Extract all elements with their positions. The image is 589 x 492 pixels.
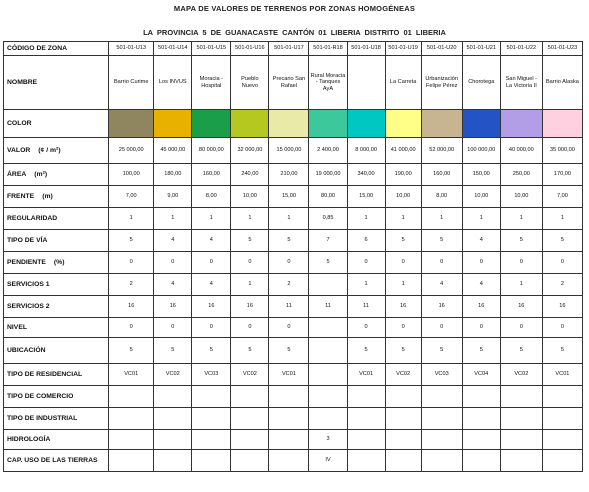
table-cell: 4 — [421, 274, 462, 296]
table-cell: 1 — [109, 208, 154, 230]
row-label-text: CÓDIGO DE ZONA — [7, 44, 68, 52]
row-label-text: FRENTE — [7, 192, 35, 200]
table-cell — [385, 408, 421, 430]
table-cell: 0 — [109, 318, 154, 338]
table-row — [4, 318, 583, 338]
table-cell: 16 — [231, 296, 269, 318]
table-cell — [542, 386, 582, 408]
table-cell: 25 000,00 — [109, 138, 154, 164]
table-cell — [109, 450, 154, 472]
color-swatch-fill — [269, 110, 308, 137]
table-cell: 3 — [309, 430, 347, 450]
table-cell: 16 — [385, 296, 421, 318]
table-cell — [309, 338, 347, 364]
table-cell: San Miguel - La Victoria II — [500, 56, 542, 110]
table-cell: 52 000,00 — [421, 138, 462, 164]
table-cell: 5 — [109, 338, 154, 364]
table-cell: 5 — [269, 338, 309, 364]
row-label — [4, 274, 109, 296]
table-cell: 501-01-U19 — [385, 42, 421, 56]
table-cell: 80,00 — [309, 186, 347, 208]
table-row — [4, 364, 583, 386]
table-cell — [347, 386, 385, 408]
table-cell — [231, 450, 269, 472]
row-label — [4, 338, 109, 364]
table-cell: 1 — [421, 208, 462, 230]
table-cell: 180,00 — [154, 164, 192, 186]
row-label-text: TIPO DE RESIDENCIAL — [7, 370, 83, 378]
table-cell — [109, 430, 154, 450]
table-cell — [421, 386, 462, 408]
table-cell: VC03 — [421, 364, 462, 386]
table-cell: 1 — [500, 274, 542, 296]
color-swatch-fill — [422, 110, 462, 137]
table-cell — [269, 450, 309, 472]
table-cell — [309, 318, 347, 338]
zones-table — [3, 41, 583, 472]
table-cell: 40 000,00 — [500, 138, 542, 164]
table-cell: 340,00 — [347, 164, 385, 186]
table-cell: 16 — [462, 296, 500, 318]
table-cell: Precario San Rafael — [269, 56, 309, 110]
row-label — [4, 386, 109, 408]
table-cell: 5 — [500, 338, 542, 364]
table-cell — [109, 408, 154, 430]
table-cell: 160,00 — [421, 164, 462, 186]
table-cell: Chorotega — [462, 56, 500, 110]
table-row — [4, 208, 583, 230]
table-cell: 16 — [500, 296, 542, 318]
table-cell: 501-01-U14 — [154, 42, 192, 56]
table-cell — [154, 430, 192, 450]
row-label — [4, 450, 109, 472]
row-label — [4, 430, 109, 450]
table-cell: 1 — [192, 208, 231, 230]
table-cell: 45 000,00 — [154, 138, 192, 164]
table-cell — [542, 450, 582, 472]
table-cell: 5 — [421, 338, 462, 364]
table-cell — [421, 430, 462, 450]
table-cell: 1 — [347, 208, 385, 230]
row-label — [4, 208, 109, 230]
table-cell: 1 — [231, 274, 269, 296]
table-cell: 8 000,00 — [347, 138, 385, 164]
row-label — [4, 164, 109, 186]
row-label — [4, 56, 109, 110]
table-cell: VC02 — [385, 364, 421, 386]
color-swatch — [462, 110, 500, 138]
table-cell: 501-01-U18 — [347, 42, 385, 56]
table-cell: 0 — [154, 252, 192, 274]
color-swatch — [192, 110, 231, 138]
table-cell — [269, 430, 309, 450]
table-cell: 16 — [421, 296, 462, 318]
table-cell: 5 — [385, 338, 421, 364]
color-swatch — [347, 110, 385, 138]
table-cell: 0 — [542, 318, 582, 338]
table-cell — [462, 386, 500, 408]
table-cell: 10,00 — [385, 186, 421, 208]
table-cell: 4 — [154, 230, 192, 252]
table-cell — [309, 408, 347, 430]
table-cell: 501-01-U17 — [269, 42, 309, 56]
table-cell: VC02 — [500, 364, 542, 386]
table-cell: 10,00 — [500, 186, 542, 208]
row-unit: (m²) — [34, 170, 48, 178]
table-cell — [192, 386, 231, 408]
color-swatch-fill — [386, 110, 421, 137]
table-cell: 11 — [309, 296, 347, 318]
table-cell: 8,00 — [192, 186, 231, 208]
row-label-text: HIDROLOGÍA — [7, 435, 51, 443]
table-cell — [309, 386, 347, 408]
row-label — [4, 230, 109, 252]
table-cell: 501-01-U20 — [421, 42, 462, 56]
table-cell: 0 — [269, 252, 309, 274]
table-cell: 1 — [154, 208, 192, 230]
table-cell: Los INVUS — [154, 56, 192, 110]
row-label-text: CAP. USO DE LAS TIERRAS — [7, 456, 98, 464]
color-swatch-fill — [543, 110, 582, 137]
table-row — [4, 274, 583, 296]
table-cell — [385, 430, 421, 450]
row-label — [4, 42, 109, 56]
document-title: MAPA DE VALORES DE TERRENOS POR ZONAS HOMOGÉNEAS — [173, 4, 416, 13]
color-swatch — [231, 110, 269, 138]
table-cell: 170,00 — [542, 164, 582, 186]
table-cell — [385, 450, 421, 472]
table-cell: 5 — [231, 230, 269, 252]
color-swatch — [542, 110, 582, 138]
row-label-text: TIPO DE VÍA — [7, 236, 48, 244]
table-cell: Moracia - Hospital — [192, 56, 231, 110]
table-cell: 5 — [269, 230, 309, 252]
table-cell — [347, 430, 385, 450]
row-label — [4, 252, 109, 274]
table-row — [4, 386, 583, 408]
table-cell: 16 — [154, 296, 192, 318]
table-cell — [421, 450, 462, 472]
table-cell: 0 — [462, 252, 500, 274]
color-swatch — [500, 110, 542, 138]
table-cell: 0 — [109, 252, 154, 274]
table-cell: 7 — [309, 230, 347, 252]
table-cell: 1 — [500, 208, 542, 230]
table-cell: 5 — [500, 230, 542, 252]
table-cell: 16 — [109, 296, 154, 318]
row-label-text: VALOR — [7, 146, 31, 154]
table-cell: 0 — [154, 318, 192, 338]
table-row — [4, 186, 583, 208]
row-label — [4, 408, 109, 430]
color-swatch — [309, 110, 347, 138]
table-cell: 0,85 — [309, 208, 347, 230]
table-cell: 11 — [347, 296, 385, 318]
table-cell: 0 — [500, 252, 542, 274]
table-cell: Barrio Curime — [109, 56, 154, 110]
row-label — [4, 186, 109, 208]
table-cell: 2 400,00 — [309, 138, 347, 164]
table-cell — [500, 386, 542, 408]
table-cell: 2 — [109, 274, 154, 296]
table-cell: 100 000,00 — [462, 138, 500, 164]
table-cell — [309, 364, 347, 386]
table-cell: 16 — [542, 296, 582, 318]
table-cell: VC01 — [347, 364, 385, 386]
table-row — [4, 408, 583, 430]
table-cell: 5 — [192, 338, 231, 364]
table-row — [4, 164, 583, 186]
table-cell — [500, 450, 542, 472]
row-label — [4, 138, 109, 164]
table-cell: 7,00 — [109, 186, 154, 208]
table-cell: 0 — [192, 252, 231, 274]
table-cell: 1 — [462, 208, 500, 230]
table-cell: 190,00 — [385, 164, 421, 186]
table-cell: 501-01-U13 — [109, 42, 154, 56]
row-label-text: UBICACIÓN — [7, 346, 46, 354]
table-cell: 501-01-U21 — [462, 42, 500, 56]
table-cell: Rural Moracia - Tanques AyA — [309, 56, 347, 110]
table-cell: 2 — [542, 274, 582, 296]
table-cell: 0 — [421, 252, 462, 274]
table-cell: 0 — [192, 318, 231, 338]
table-cell: 0 — [421, 318, 462, 338]
color-swatch-fill — [109, 110, 153, 137]
table-cell — [154, 386, 192, 408]
table-cell — [542, 408, 582, 430]
table-row — [4, 138, 583, 164]
color-swatch — [421, 110, 462, 138]
table-cell — [462, 430, 500, 450]
document-subtitle: LA PROVINCIA 5 DE GUANACASTE CANTÓN 01 LIBERIA DISTRITO 01 LIBERIA — [143, 28, 446, 37]
table-cell: 5 — [421, 230, 462, 252]
color-swatch — [269, 110, 309, 138]
color-swatch — [154, 110, 192, 138]
table-cell — [192, 430, 231, 450]
table-cell: 5 — [385, 230, 421, 252]
table-cell: 501-01-U16 — [231, 42, 269, 56]
table-cell: 0 — [500, 318, 542, 338]
table-cell: 4 — [154, 274, 192, 296]
table-cell — [542, 430, 582, 450]
table-row — [4, 230, 583, 252]
table-cell: 250,00 — [500, 164, 542, 186]
color-swatch-fill — [192, 110, 230, 137]
table-cell — [347, 450, 385, 472]
table-cell: 240,00 — [231, 164, 269, 186]
table-cell: 1 — [385, 208, 421, 230]
table-cell — [192, 450, 231, 472]
table-cell — [154, 408, 192, 430]
table-cell: La Carreta — [385, 56, 421, 110]
table-cell: 0 — [462, 318, 500, 338]
table-cell — [462, 450, 500, 472]
table-cell: 0 — [347, 252, 385, 274]
table-cell — [269, 408, 309, 430]
table-row — [4, 110, 583, 138]
table-cell: 10,00 — [231, 186, 269, 208]
table-cell: 1 — [269, 208, 309, 230]
table-cell — [231, 408, 269, 430]
row-label-text: REGULARIDAD — [7, 214, 58, 222]
table-cell: VC01 — [269, 364, 309, 386]
table-cell: VC01 — [109, 364, 154, 386]
row-label-text: NIVEL — [7, 323, 28, 331]
table-cell — [421, 408, 462, 430]
table-cell: 0 — [542, 252, 582, 274]
table-cell: 1 — [542, 208, 582, 230]
table-cell — [385, 386, 421, 408]
color-swatch-fill — [309, 110, 346, 137]
row-label — [4, 318, 109, 338]
row-label-text: SERVICIOS 1 — [7, 280, 50, 288]
table-cell — [154, 450, 192, 472]
table-cell — [231, 430, 269, 450]
color-swatch-fill — [463, 110, 500, 137]
table-cell — [309, 274, 347, 296]
table-cell: VC02 — [154, 364, 192, 386]
table-cell: 80 000,00 — [192, 138, 231, 164]
row-label — [4, 296, 109, 318]
table-cell: 501-01-U23 — [542, 42, 582, 56]
table-cell: 0 — [347, 318, 385, 338]
table-cell: IV — [309, 450, 347, 472]
table-cell — [500, 430, 542, 450]
table-cell: 160,00 — [192, 164, 231, 186]
table-cell: 4 — [192, 230, 231, 252]
table-cell: 1 — [231, 208, 269, 230]
row-label — [4, 110, 109, 138]
table-cell: 5 — [542, 338, 582, 364]
table-cell: 5 — [309, 252, 347, 274]
row-label-text: ÁREA — [7, 170, 27, 178]
table-cell: 0 — [231, 252, 269, 274]
table-row — [4, 252, 583, 274]
table-cell: VC04 — [462, 364, 500, 386]
table-cell — [109, 386, 154, 408]
table-cell: 8,00 — [421, 186, 462, 208]
table-cell: 0 — [269, 318, 309, 338]
table-row — [4, 338, 583, 364]
row-unit: (m) — [42, 192, 53, 200]
table-cell: 501-01-U15 — [192, 42, 231, 56]
table-cell: 100,00 — [109, 164, 154, 186]
table-cell: 5 — [231, 338, 269, 364]
table-cell — [347, 56, 385, 110]
row-label-text: COLOR — [7, 119, 32, 127]
zones-table-body — [4, 42, 583, 472]
table-cell: 10,00 — [462, 186, 500, 208]
row-label-text: NOMBRE — [7, 78, 38, 86]
table-cell: 5 — [462, 338, 500, 364]
table-cell: 15 000,00 — [269, 138, 309, 164]
table-cell: 501-01-R18 — [309, 42, 347, 56]
color-swatch-fill — [231, 110, 268, 137]
table-cell: VC03 — [192, 364, 231, 386]
table-cell: 16 — [192, 296, 231, 318]
table-cell: 1 — [347, 274, 385, 296]
color-swatch-fill — [501, 110, 542, 137]
table-cell: 210,00 — [269, 164, 309, 186]
table-row — [4, 42, 583, 56]
table-cell: 5 — [109, 230, 154, 252]
table-cell: Pueblo Nuevo — [231, 56, 269, 110]
table-cell: 0 — [385, 318, 421, 338]
table-cell: 4 — [462, 274, 500, 296]
table-cell: 6 — [347, 230, 385, 252]
table-cell: 32 000,00 — [231, 138, 269, 164]
row-label-text: PENDIENTE — [7, 258, 46, 266]
table-cell — [347, 408, 385, 430]
table-cell: 0 — [231, 318, 269, 338]
table-cell: 2 — [269, 274, 309, 296]
table-cell — [500, 408, 542, 430]
table-cell: 1 — [385, 274, 421, 296]
row-unit: (%) — [53, 258, 65, 266]
table-cell — [269, 386, 309, 408]
row-label-text: SERVICIOS 2 — [7, 302, 50, 310]
color-swatch-fill — [348, 110, 385, 137]
table-cell — [231, 386, 269, 408]
row-label — [4, 364, 109, 386]
color-swatch — [385, 110, 421, 138]
table-row — [4, 430, 583, 450]
row-unit: (¢ / m²) — [38, 146, 61, 154]
table-row — [4, 296, 583, 318]
row-label-text: TIPO DE COMERCIO — [7, 392, 74, 400]
table-cell: 35 000,00 — [542, 138, 582, 164]
color-swatch — [109, 110, 154, 138]
table-cell: 9,00 — [154, 186, 192, 208]
color-swatch-fill — [154, 110, 191, 137]
table-cell: 4 — [462, 230, 500, 252]
table-cell: 7,00 — [542, 186, 582, 208]
table-cell: Barrio Alaska — [542, 56, 582, 110]
table-cell: 15,00 — [347, 186, 385, 208]
table-cell — [462, 408, 500, 430]
table-cell: 150,00 — [462, 164, 500, 186]
table-cell: 501-01-U22 — [500, 42, 542, 56]
table-cell: 5 — [347, 338, 385, 364]
table-row — [4, 450, 583, 472]
table-cell: VC01 — [542, 364, 582, 386]
table-cell: 0 — [385, 252, 421, 274]
table-cell: VC02 — [231, 364, 269, 386]
table-cell: 15,00 — [269, 186, 309, 208]
table-cell: 4 — [192, 274, 231, 296]
table-cell: 19 000,00 — [309, 164, 347, 186]
row-label-text: TIPO DE INDUSTRIAL — [7, 414, 78, 422]
table-cell — [192, 408, 231, 430]
table-cell: Urbanización Felipe Pérez — [421, 56, 462, 110]
table-cell: 41 000,00 — [385, 138, 421, 164]
table-cell: 11 — [269, 296, 309, 318]
table-cell: 5 — [154, 338, 192, 364]
table-row — [4, 56, 583, 110]
table-cell: 5 — [542, 230, 582, 252]
